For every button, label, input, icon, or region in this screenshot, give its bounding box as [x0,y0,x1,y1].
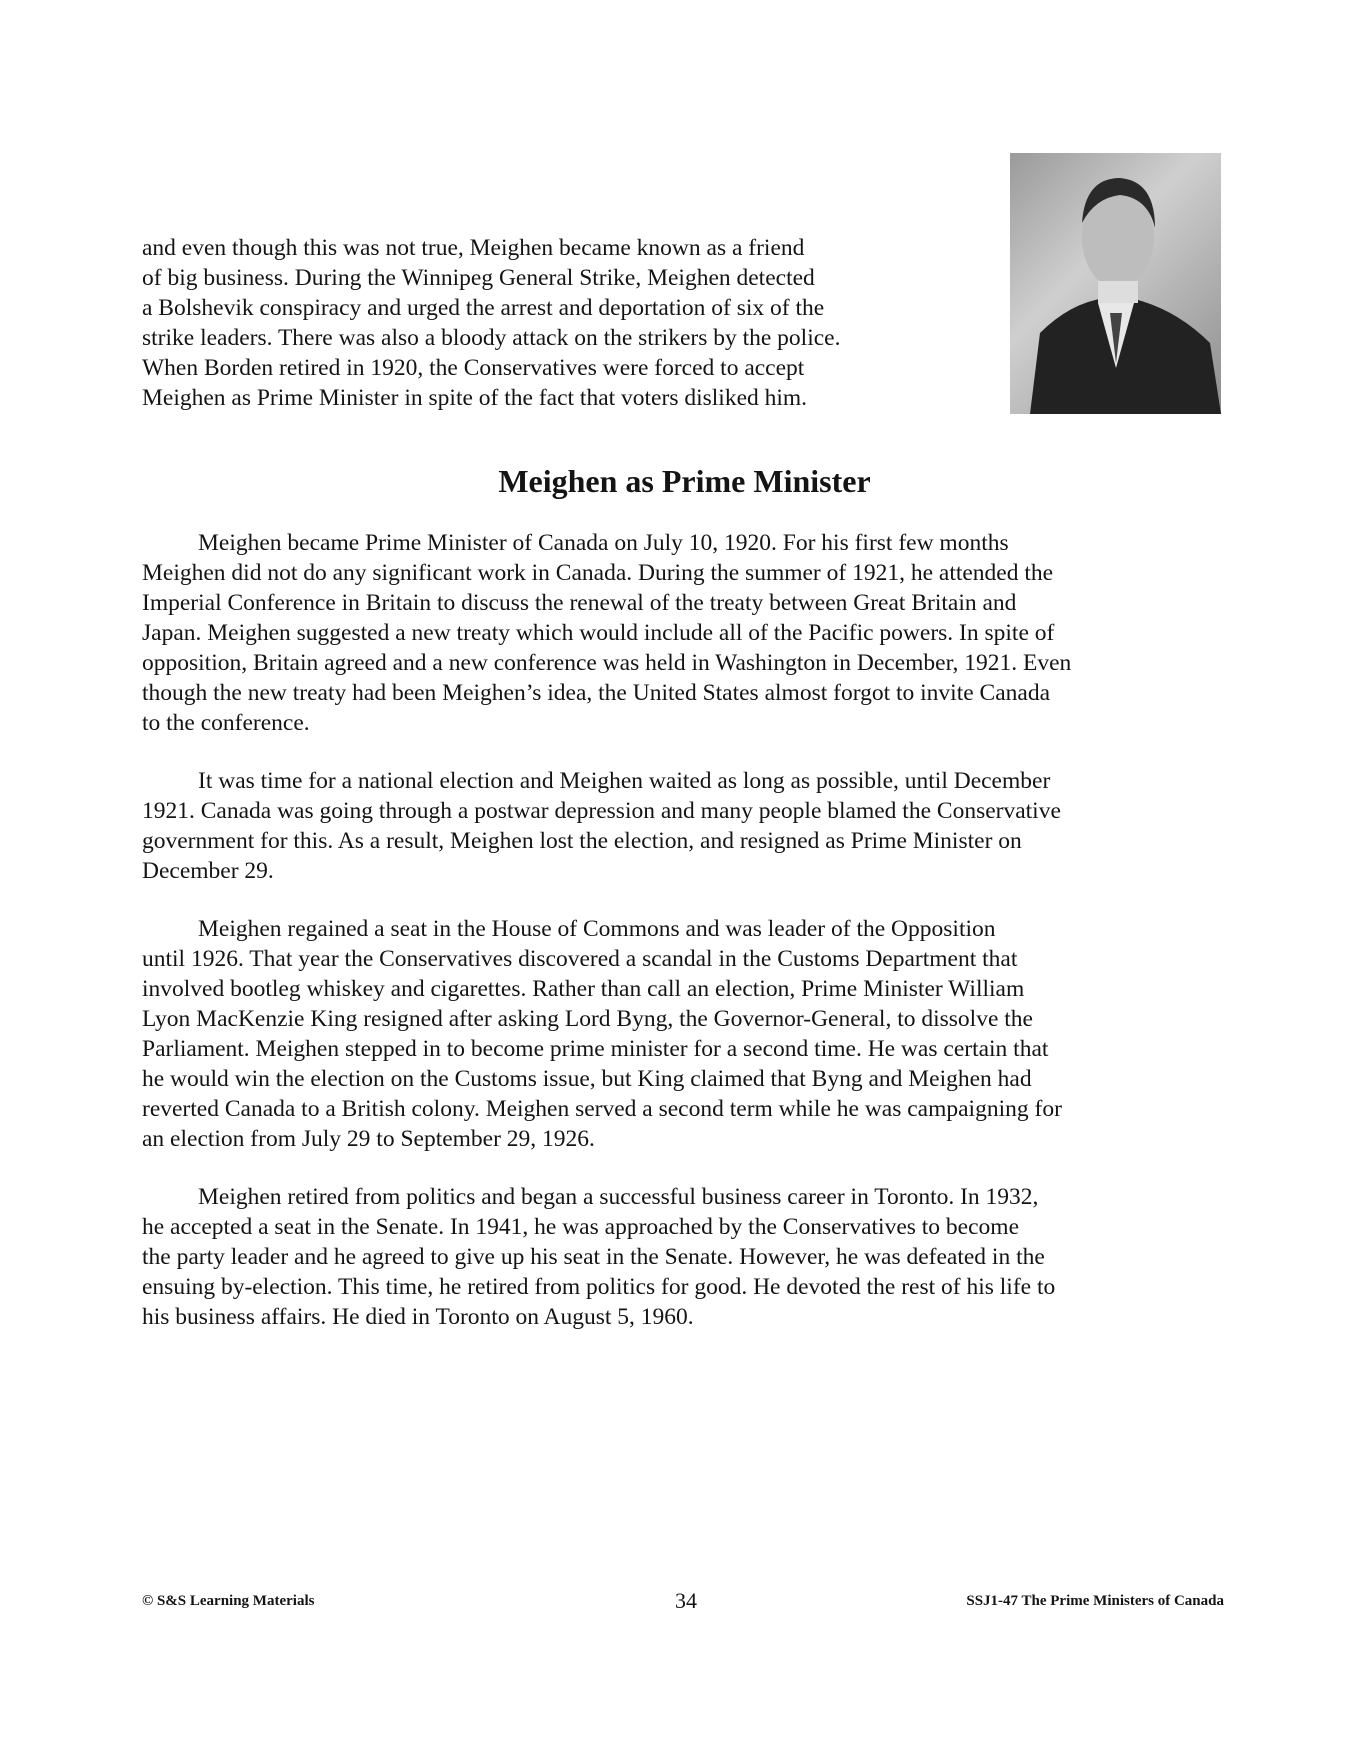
text-line: until 1926. That year the Conservatives discovered a scandal in the Customs Department that [142,946,1018,972]
text-line: December 29. [142,858,274,884]
text-line: Lyon MacKenzie King resigned after asking Lord Byng, the Governor-General, to dissolve the [142,1006,1033,1032]
text-line: Imperial Conference in Britain to discuss the renewal of the treaty between Great Britain and [142,590,1017,616]
text-line: Meighen as Prime Minister in spite of the fact that voters disliked him. [142,385,808,411]
portrait-photo [1010,153,1221,414]
text-line: ensuing by-election. This time, he retired from politics for good. He devoted the rest of his life to [142,1274,1056,1300]
footer-title: SSJ1-47 The Prime Ministers of Canada [966,1593,1224,1609]
text-line: his business affairs. He died in Toronto on August 5, 1960. [142,1304,694,1330]
text-line: Meighen did not do any significant work in Canada. During the summer of 1921, he attended the [142,560,1054,586]
page-number: 34 [675,1588,697,1613]
text-line: to the conference. [142,710,310,736]
text-line: Meighen became Prime Minister of Canada on July 10, 1920. For his first few months [198,530,1009,556]
body-paragraph [142,914,1062,1154]
text-line: he would win the election on the Customs issue, but King claimed that Byng and Meighen had [142,1066,1032,1092]
text-line: government for this. As a result, Meighen lost the election, and resigned as Prime Minister on [142,828,1022,854]
section-heading: Meighen as Prime Minister [498,463,871,499]
text-line: Meighen regained a seat in the House of Commons and was leader of the Opposition [198,916,996,942]
intro-paragraph [142,233,840,413]
body-paragraph [142,766,1061,886]
text-line: Meighen retired from politics and began a successful business career in Toronto. In 1932, [198,1184,1039,1210]
text-line: a Bolshevik conspiracy and urged the arrest and deportation of six of the [142,295,825,321]
text-line: It was time for a national election and Meighen waited as long as possible, until December [198,768,1051,794]
text-line: 1921. Canada was going through a postwar depression and many people blamed the Conservative [142,798,1061,824]
body-paragraph [142,528,1071,738]
text-line: When Borden retired in 1920, the Conservatives were forced to accept [142,355,805,381]
text-line: the party leader and he agreed to give up his seat in the Senate. However, he was defeated in the [142,1244,1045,1270]
text-line: Parliament. Meighen stepped in to become prime minister for a second time. He was certain that [142,1036,1049,1062]
text-line: strike leaders. There was also a bloody attack on the strikers by the police. [142,325,841,351]
text-line: reverted Canada to a British colony. Meighen served a second term while he was campaigning for [142,1096,1062,1122]
body-paragraph [142,1182,1055,1332]
text-line: an election from July 29 to September 29, 1926. [142,1126,595,1152]
text-line: involved bootleg whiskey and cigarettes. Rather than call an election, Prime Minister William [142,976,1025,1002]
text-line: though the new treaty had been Meighen’s idea, the United States almost forgot to invite Canada [142,680,1051,706]
text-line: Japan. Meighen suggested a new treaty which would include all of the Pacific powers. In spite of [142,620,1055,646]
text-line: he accepted a seat in the Senate. In 1941, he was approached by the Conservatives to become [142,1214,1020,1240]
text-line: opposition, Britain agreed and a new conference was held in Washington in December, 1921. Even [142,650,1072,676]
text-line: and even though this was not true, Meighen became known as a friend [142,235,805,261]
text-line: of big business. During the Winnipeg General Strike, Meighen detected [142,265,815,291]
footer-copyright: © S&S Learning Materials [142,1593,315,1609]
